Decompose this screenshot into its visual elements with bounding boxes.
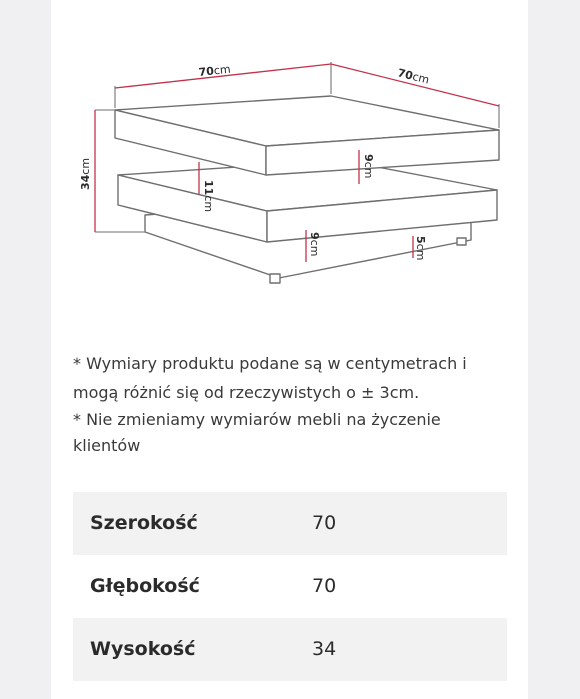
spec-row-width <box>73 492 507 555</box>
spec-label: Szerokość <box>90 512 198 534</box>
lower-thickness-label: 9cm <box>308 232 321 257</box>
spec-label: Głębokość <box>90 575 200 597</box>
note-line: klientów <box>73 436 141 455</box>
spec-row-height <box>73 618 507 681</box>
spec-label: Wysokość <box>90 638 196 660</box>
note-line: * Wymiary produktu podane są w centymetrach i <box>73 354 467 373</box>
spec-value: 70 <box>312 512 337 534</box>
dimensions-table <box>73 492 507 681</box>
dimension-notes <box>73 349 513 459</box>
spec-row-depth <box>73 555 507 618</box>
spec-value: 70 <box>312 575 337 597</box>
dimension-diagram <box>51 0 528 300</box>
foot-right <box>457 238 466 245</box>
top-thickness-label: 9cm <box>362 154 375 179</box>
width-label: 70cm <box>197 62 232 79</box>
gap-label: 11cm <box>202 180 215 213</box>
note-line: mogą różnić się od rzeczywistych o ± 3cm. <box>73 383 420 402</box>
note-line: * Nie zmieniamy wymiarów mebli na życzenie <box>73 410 441 429</box>
foot-left <box>270 274 280 283</box>
left-gutter <box>0 0 51 699</box>
depth-label: 70cm <box>396 66 431 87</box>
spec-value: 34 <box>312 638 337 660</box>
product-details-panel <box>51 0 528 699</box>
right-gutter <box>528 0 580 699</box>
base-label: 5cm <box>414 236 427 261</box>
height-label: 34cm <box>79 157 92 190</box>
